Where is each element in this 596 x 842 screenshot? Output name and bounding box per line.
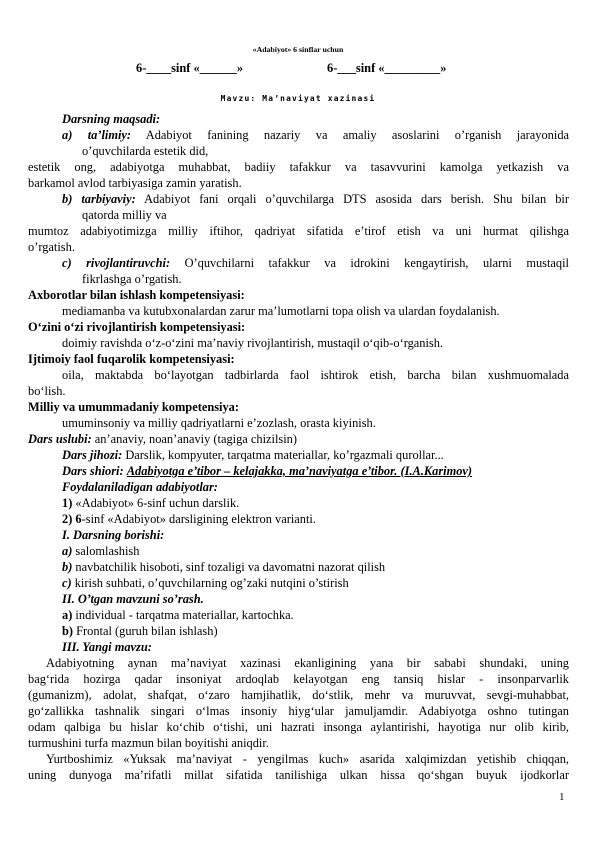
body-line-7: Yurtboshimiz «Yuksak ma’naviyat - yengilmas kuch» asarida xalqimizdan yetishib chiqqan, (46, 752, 569, 766)
lesson-equipment-label: Dars jihozi: (62, 448, 123, 462)
lesson-motto-text: Adabiyotga e’tibor – kelajakka, ma’naviyatga e’tibor. (I.A.Karimov) (126, 464, 473, 478)
part-2-item-b (62, 624, 218, 640)
part-2-item-b-label: b) (62, 624, 74, 638)
competency-info-text: mediamanba va kutubxonalardan zarur ma’lumotlarni topa olish va ulardan foydalanish. (62, 304, 500, 318)
goal-c-line (62, 256, 569, 272)
part-1-item-b-label: b) (62, 560, 73, 574)
goal-a-line (62, 128, 569, 144)
literature-heading: Foydalaniladigan adabiyotlar: (62, 480, 218, 494)
goals-heading: Darsning maqsadi: (62, 112, 161, 126)
class-field-left: 6-____sinf «______» (136, 61, 244, 75)
goal-b-text: Adabiyot fani orqali o’quvchilarga DTS asosida dars berish. Shu bilan bir (144, 192, 569, 206)
goal-a-line4: barkamol avlod tarbiyasiga zamin yaratish. (28, 176, 242, 190)
lesson-style-text: an’anaviy, noan’anaviy (tagiga chizilsin) (91, 432, 297, 446)
body-line-5: odam qalbiga bu hislar ko‘chib o‘tishi, uni hazrati insonga aylantirishi, hayotiga nur olib kirib, (28, 720, 569, 734)
competency-self-heading: O‘zini o‘zi rivojlantirish kompetensiyasi: (28, 320, 246, 334)
goal-b-line2: qatorda milliy va (82, 208, 167, 222)
competency-info-heading: Axborotlar bilan ishlash kompetensiyasi: (28, 288, 245, 302)
part-1-item-b (62, 560, 385, 576)
page-number: 1 (559, 791, 565, 803)
literature-item-2-number: 2) 6 (62, 512, 82, 526)
competency-culture-heading: Milliy va umummadaniy kompetensiya: (28, 400, 239, 414)
lesson-motto (62, 464, 472, 480)
body-line-6: turmushini turfa mazmun bilan boyitishi aniqdir. (28, 736, 269, 750)
lesson-topic: Mavzu: Ma’naviyat xazinasi (220, 94, 376, 103)
goal-a-line3: estetik ong, adabiyotga muhabbat, badiiy tafakkur va tasavvurini kamolga yetkazish va (28, 160, 569, 174)
lesson-motto-label: Dars shiori: (62, 464, 124, 478)
goal-b-line4: o’rgatish. (28, 240, 75, 254)
part-2-item-a (62, 608, 294, 624)
part-3-heading: III. Yangi mavzu: (62, 640, 152, 654)
part-2-item-a-label: a) (62, 608, 73, 622)
literature-item-1-number: 1) (62, 496, 73, 510)
competency-civic-heading: Ijtimoiy faol fuqarolik kompetensiyasi: (28, 352, 235, 366)
body-line-1: Adabiyotning aynan ma’naviyat xazinasi ekanligining yana bir sababi shundaki, uning (46, 656, 569, 670)
literature-item-1-text: «Adabiyot» 6-sinf uchun darslik. (72, 496, 240, 510)
part-1-item-b-text: navbatchilik hisoboti, sinf tozaligi va davomatni nazorat qilish (72, 560, 386, 574)
part-1-item-a-label: a) (62, 544, 73, 558)
part-1-item-a-text: salomlashish (72, 544, 140, 558)
goal-b-line (62, 192, 569, 208)
lesson-style (28, 432, 297, 448)
goal-c-text: O’quvchilarni tafakkur va idrokini kengaytirish, ularni mustaqil (184, 256, 569, 270)
literature-item-1 (62, 496, 239, 512)
part-1-item-a (62, 544, 139, 560)
competency-civic-line1: oila, maktabda bo‘layotgan tadbirlarda faol ishtirok etish, barcha bilan xushmuomalada (62, 368, 569, 382)
part-1-heading: I. Darsning borishi: (62, 528, 165, 542)
goal-b-label: b) tarbiyaviy: (62, 192, 136, 206)
part-1-item-c-label: c) (62, 576, 72, 590)
lesson-equipment (62, 448, 444, 464)
part-2-heading: II. O’tgan mavzuni so’rash. (62, 592, 204, 606)
goal-a-text: Adabiyot fanining nazariy va amaliy asoslarini o’rganish jarayonida (145, 128, 569, 142)
goal-c-label: c) rivojlantiruvchi: (62, 256, 171, 270)
class-field-right: 6-___sinf «_________» (327, 61, 447, 75)
part-1-item-c-text: kirish suhbati, o’quvchilarning og’zaki nutqini o’stirish (71, 576, 349, 590)
lesson-style-label: Dars uslubi: (28, 432, 92, 446)
competency-self-text: doimiy ravishda o‘z-o‘zini ma’naviy rivojlantirish, mustaqil o‘qib-o‘rganish. (62, 336, 444, 350)
body-line-4: go‘zallikka tashnalik singari o‘lmas insoniy hiyg‘ular jamuljamdir. Adabiyotga oshno tutingan (28, 704, 569, 718)
competency-culture-text: umuminsoniy va milliy qadriyatlarni e’zozlash, orasta kiyinish. (62, 416, 376, 430)
goal-b-line3: mumtoz adabiyotimizga milliy iftihor, qadriyat sifatida e’tirof etish va uni hurmat qilishga (28, 224, 569, 238)
goal-a-line2: o’quvchilarda estetik did, (82, 144, 209, 158)
literature-item-2-text: -sinf «Adabiyot» darsligining elektron varianti. (81, 512, 316, 526)
goal-a-label: a) ta’limiy: (62, 128, 132, 142)
part-1-item-c (62, 576, 349, 592)
goal-c-line2: fikrlashga o’rgatish. (82, 272, 182, 286)
literature-item-2 (62, 512, 316, 528)
part-2-item-a-text: individual - tarqatma materiallar, kartochka. (72, 608, 294, 622)
competency-civic-line2: bo‘lish. (28, 384, 66, 398)
part-2-item-b-text: Frontal (guruh bilan ishlash) (73, 624, 218, 638)
lesson-equipment-text: Darslik, kompyuter, tarqatma materiallar, ko’rgazmali qurollar... (122, 448, 444, 462)
body-line-3: (gumanizm), adolat, shafqat, o‘zaro hamjihatlik, do‘stlik, mehr va muruvvat, sevgi-muhabbat, (28, 688, 569, 702)
document-title: «Adabiyot» 6 sinflar uchun (252, 45, 344, 54)
body-line-8: uning dunyoga ma’rifatli millat sifatida tanilishiga ulkan hissa qo‘shgan buyuk ijodkorlar (28, 768, 569, 782)
body-line-2: bag‘rida hozirga qadar insoniyat ardoqlab kelayotgan eng tansiq hislar - insonparvarlik (28, 672, 569, 686)
